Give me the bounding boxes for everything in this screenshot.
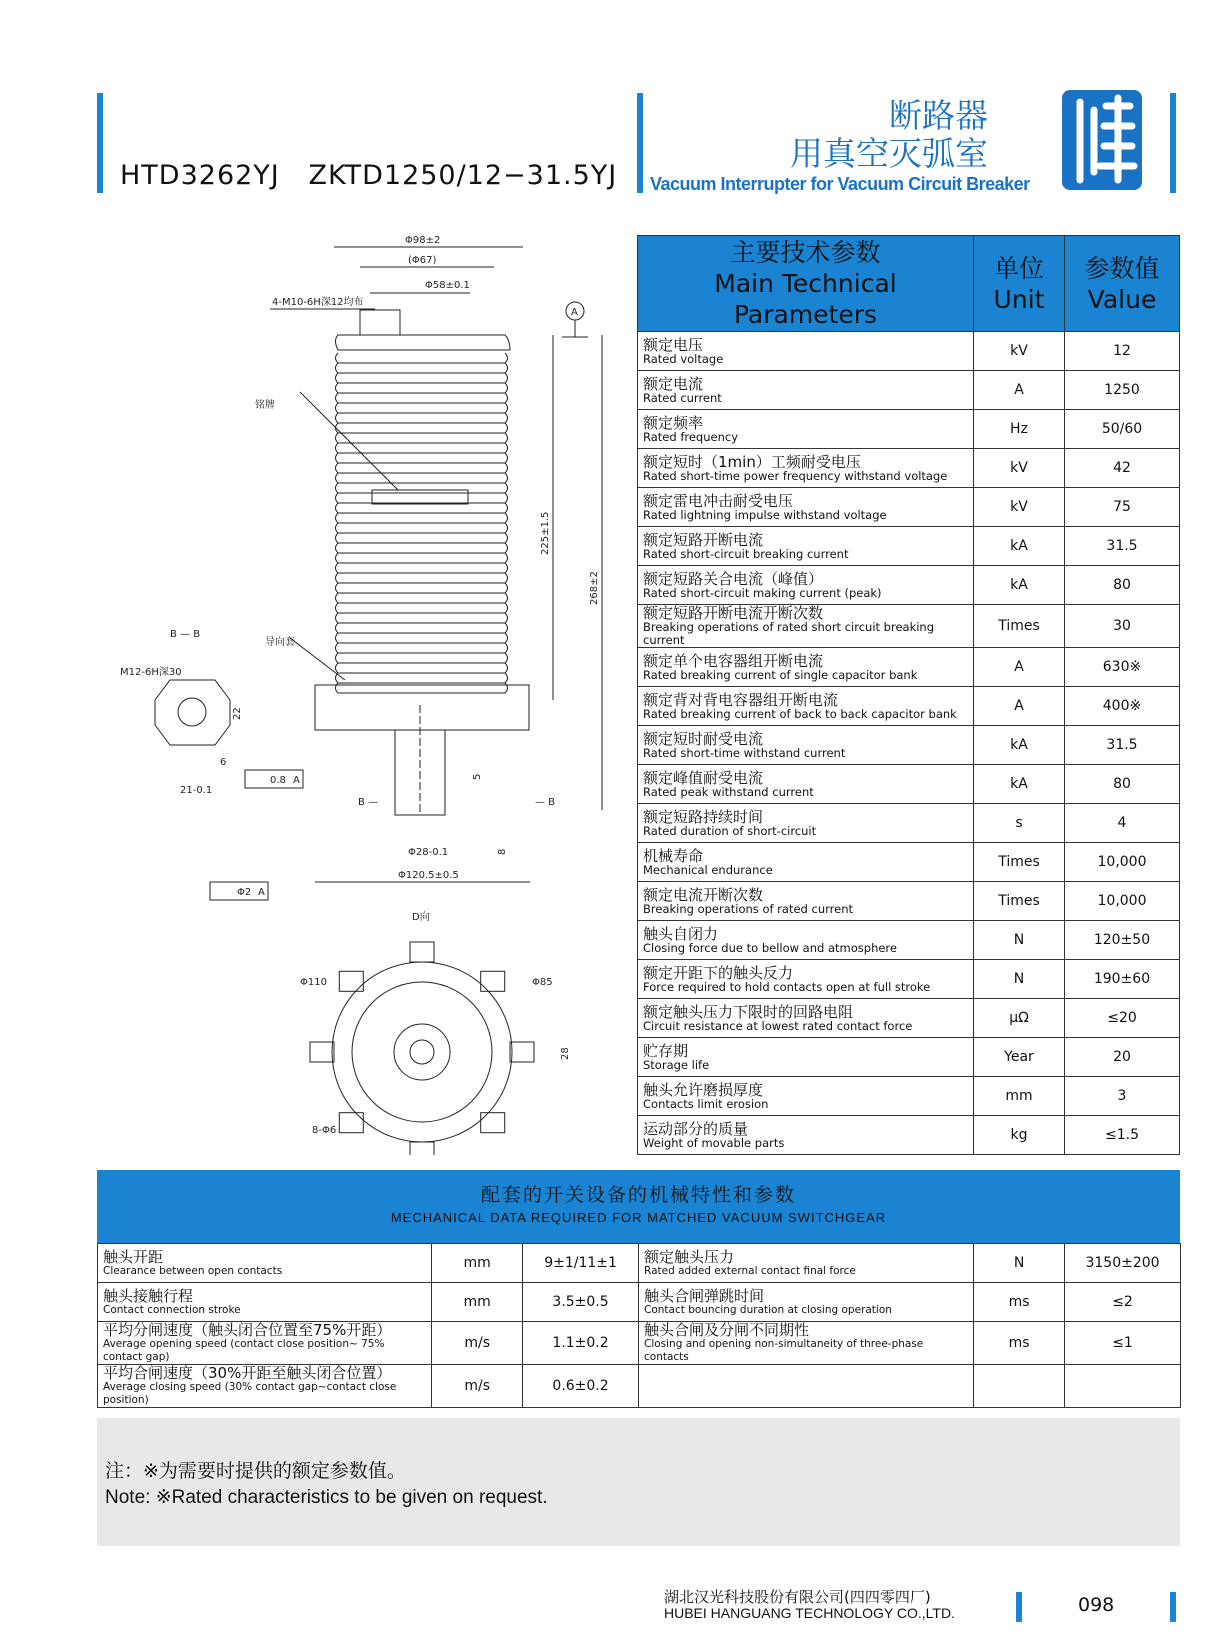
mech-right-name	[639, 1365, 974, 1408]
param-unit: kA	[974, 765, 1065, 804]
mech-right-unit: ms	[974, 1283, 1065, 1322]
param-row	[638, 449, 1180, 488]
technical-drawing	[0, 225, 630, 1155]
param-row	[638, 1077, 1180, 1116]
param-unit: Hz	[974, 410, 1065, 449]
parallel-ref: A	[293, 775, 300, 786]
param-row	[638, 804, 1180, 843]
mech-right-value	[1065, 1365, 1181, 1408]
param-value: 12	[1065, 332, 1180, 371]
bellow-rib	[336, 493, 508, 503]
mech-right-name: 触头合闸及分闸不同期性 Closing and opening non-simultaneity of three-phase contacts	[639, 1322, 974, 1365]
dim-d110: Φ110	[300, 977, 327, 988]
param-unit: kA	[974, 726, 1065, 765]
mounting-tab	[410, 942, 434, 962]
section-thread: M12-6H深30	[120, 667, 182, 678]
company-cn: 湖北汉光科技股份有限公司(四四零四厂)	[664, 1588, 931, 1606]
bellow-rib	[336, 643, 508, 653]
param-header-unit: 单位 Unit	[974, 236, 1065, 332]
mech-table-header	[97, 1170, 1180, 1243]
bellow-rib	[336, 403, 508, 413]
guide-label: 导向套	[265, 637, 295, 648]
param-name: 额定背对背电容器组开断电流 Rated breaking current of back to back capacitor bank	[638, 687, 974, 726]
bellow-rib	[336, 593, 508, 603]
param-unit: kV	[974, 449, 1065, 488]
param-name: 额定电流开断次数 Breaking operations of rated current	[638, 882, 974, 921]
mechanical-data-table	[97, 1243, 1181, 1408]
param-value: ≤1.5	[1065, 1116, 1180, 1155]
dim-d67: (Φ67)	[408, 255, 437, 266]
dim-22: 22	[232, 707, 243, 720]
note-box	[97, 1418, 1180, 1546]
dim-d120: Φ120.5±0.5	[398, 870, 459, 881]
holes-note: 8-Φ6	[312, 1125, 337, 1136]
title-en: Vacuum Interrupter for Vacuum Circuit Breaker	[650, 174, 1030, 194]
mech-left-unit: mm	[432, 1244, 523, 1283]
brand-logo	[1060, 88, 1144, 192]
param-name: 运动部分的质量 Weight of movable parts	[638, 1116, 974, 1155]
param-row	[638, 999, 1180, 1038]
param-unit: kA	[974, 566, 1065, 605]
param-name: 额定频率 Rated frequency	[638, 410, 974, 449]
param-unit: N	[974, 921, 1065, 960]
param-unit: s	[974, 804, 1065, 843]
param-row	[638, 371, 1180, 410]
param-unit: kg	[974, 1116, 1065, 1155]
param-row	[638, 960, 1180, 999]
param-name: 机械寿命 Mechanical endurance	[638, 843, 974, 882]
param-row	[638, 765, 1180, 804]
dim-d28: Φ28-0.1	[408, 847, 449, 858]
dim-d98: Φ98±2	[405, 235, 441, 246]
param-name: 贮存期 Storage life	[638, 1038, 974, 1077]
dim-21: 21-0.1	[180, 785, 213, 796]
mech-right-value: ≤2	[1065, 1283, 1181, 1322]
param-row	[638, 527, 1180, 566]
param-unit: Times	[974, 605, 1065, 648]
param-unit: A	[974, 371, 1065, 410]
param-value: 190±60	[1065, 960, 1180, 999]
mounting-tab	[410, 1142, 434, 1155]
bellow-rib	[336, 393, 508, 403]
title-cn-2: 用真空灭弧室	[790, 134, 988, 173]
param-unit: Times	[974, 882, 1065, 921]
mech-left-name: 触头接触行程 Contact connection stroke	[98, 1283, 432, 1322]
bellow-rib	[336, 583, 508, 593]
left-header-bar	[97, 93, 103, 193]
mech-row	[98, 1283, 1181, 1322]
bellow-rib	[336, 543, 508, 553]
mech-right-unit: N	[974, 1244, 1065, 1283]
mech-left-name: 平均合闸速度（30%开距至触头闭合位置） Average closing speed (30% contact gap~contact close position)	[98, 1365, 432, 1408]
param-name: 触头自闭力 Closing force due to bellow and atmosphere	[638, 921, 974, 960]
param-row	[638, 605, 1180, 648]
param-value: 31.5	[1065, 726, 1180, 765]
param-row	[638, 687, 1180, 726]
bellow-rib	[336, 653, 508, 663]
param-name: 额定雷电冲击耐受电压 Rated lightning impulse withstand voltage	[638, 488, 974, 527]
dim-d85: Φ85	[532, 977, 553, 988]
param-name: 额定短路持续时间 Rated duration of short-circuit	[638, 804, 974, 843]
mech-left-unit: m/s	[432, 1365, 523, 1408]
bellow-rib	[336, 673, 508, 683]
bellow-rib	[336, 363, 508, 373]
param-header-name: 主要技术参数 Main Technical Parameters	[638, 236, 974, 332]
bellow-rib	[336, 443, 508, 453]
bellow-rib	[336, 553, 508, 563]
bellow-rib	[336, 623, 508, 633]
bellow-rib	[336, 533, 508, 543]
footer-bar-right	[1170, 1592, 1176, 1622]
param-unit: μΩ	[974, 999, 1065, 1038]
param-row	[638, 843, 1180, 882]
param-header-value: 参数值 Value	[1065, 236, 1180, 332]
mech-left-unit: m/s	[432, 1322, 523, 1365]
bellow-rib	[336, 573, 508, 583]
param-unit: Times	[974, 843, 1065, 882]
param-unit: Year	[974, 1038, 1065, 1077]
mech-left-value: 9±1/11±1	[523, 1244, 639, 1283]
model-number: HTD3262YJ ZKTD1250/12−31.5YJ	[120, 160, 618, 191]
param-value: 80	[1065, 765, 1180, 804]
mid-header-bar	[637, 93, 643, 193]
param-value: 20	[1065, 1038, 1180, 1077]
param-name: 额定短路开断电流开断次数 Breaking operations of rated short circuit breaking current	[638, 605, 974, 648]
param-value: 1250	[1065, 371, 1180, 410]
right-header-bar	[1170, 93, 1176, 193]
param-value: 120±50	[1065, 921, 1180, 960]
bellow-rib	[336, 433, 508, 443]
param-row	[638, 882, 1180, 921]
mounting-tab	[339, 971, 363, 991]
param-unit: N	[974, 960, 1065, 999]
bellow-rib	[336, 633, 508, 643]
param-row	[638, 410, 1180, 449]
perp-tol: Φ2	[237, 887, 252, 898]
dim-h225: 225±1.5	[540, 511, 551, 555]
bellow-rib	[336, 423, 508, 433]
param-name: 额定短时（1min）工频耐受电压 Rated short-time power frequency withstand voltage	[638, 449, 974, 488]
mech-row	[98, 1322, 1181, 1365]
bellow-rib	[336, 603, 508, 613]
mech-right-unit	[974, 1365, 1065, 1408]
param-name: 额定短路关合电流（峰值） Rated short-circuit making current (peak)	[638, 566, 974, 605]
bellow-rib	[336, 523, 508, 533]
view-d: D向	[412, 912, 430, 923]
section-title: B — B	[170, 629, 201, 640]
param-name: 额定短时耐受电流 Rated short-time withstand current	[638, 726, 974, 765]
param-row	[638, 726, 1180, 765]
thread-note: 4-M10-6H深12均布	[272, 297, 364, 308]
bellow-rib	[336, 463, 508, 473]
param-value: 10,000	[1065, 882, 1180, 921]
param-row	[638, 1038, 1180, 1077]
param-unit: kV	[974, 332, 1065, 371]
bellow-rib	[336, 613, 508, 623]
title-cn-1: 断路器	[889, 96, 988, 135]
param-unit: mm	[974, 1077, 1065, 1116]
bellow-rib	[336, 473, 508, 483]
page-number: 098	[1078, 1594, 1115, 1616]
bellow-rib	[336, 453, 508, 463]
mech-left-unit: mm	[432, 1283, 523, 1322]
mech-title-en: MECHANICAL DATA REQUIRED FOR MATCHED VACUUM SWITCHGEAR	[390, 1210, 887, 1225]
param-unit: A	[974, 687, 1065, 726]
mounting-tab	[481, 1113, 505, 1133]
param-name: 额定触头压力下限时的回路电阻 Circuit resistance at lowest rated contact force	[638, 999, 974, 1038]
mech-right-value: ≤1	[1065, 1322, 1181, 1365]
param-name: 额定电流 Rated current	[638, 371, 974, 410]
mech-right-name: 触头合闸弹跳时间 Contact bouncing duration at closing operation	[639, 1283, 974, 1322]
bellow-rib	[336, 483, 508, 493]
param-value: 400※	[1065, 687, 1180, 726]
param-row	[638, 648, 1180, 687]
mech-row	[98, 1365, 1181, 1408]
mech-right-unit: ms	[974, 1322, 1065, 1365]
mech-title-cn: 配套的开关设备的机械特性和参数	[480, 1184, 796, 1206]
mounting-tab	[481, 971, 505, 991]
param-name: 额定短路开断电流 Rated short-circuit breaking current	[638, 527, 974, 566]
param-name: 额定单个电容器组开断电流 Rated breaking current of single capacitor bank	[638, 648, 974, 687]
datum-a: A	[571, 307, 578, 318]
param-value: 630※	[1065, 648, 1180, 687]
param-value: 30	[1065, 605, 1180, 648]
mech-left-value: 0.6±0.2	[523, 1365, 639, 1408]
mech-right-value: 3150±200	[1065, 1244, 1181, 1283]
b-right: — B	[535, 797, 556, 808]
bellow-rib	[336, 663, 508, 673]
dim-8: 8	[497, 848, 508, 855]
bellow-rib	[336, 513, 508, 523]
note-cn: 注：※为需要时提供的额定参数值。	[105, 1460, 406, 1482]
param-value: 42	[1065, 449, 1180, 488]
main-parameters-table	[637, 235, 1180, 1155]
param-name: 额定峰值耐受电流 Rated peak withstand current	[638, 765, 974, 804]
nameplate-label: 铭牌	[255, 400, 275, 411]
param-name: 触头允许磨损厚度 Contacts limit erosion	[638, 1077, 974, 1116]
mounting-tab	[339, 1113, 363, 1133]
param-value: 3	[1065, 1077, 1180, 1116]
b-left: B —	[358, 797, 379, 808]
param-row	[638, 488, 1180, 527]
bellow-rib	[336, 373, 508, 383]
footer-bar-left	[1016, 1592, 1022, 1622]
bellow-rib	[336, 353, 508, 363]
bellow-rib	[336, 383, 508, 393]
param-value: 10,000	[1065, 843, 1180, 882]
parallel-tol: 0.8	[270, 775, 286, 786]
dim-6: 6	[220, 757, 227, 768]
dim-d58: Φ58±0.1	[425, 280, 470, 291]
dim-28: 28	[560, 1047, 571, 1060]
param-row	[638, 921, 1180, 960]
mech-left-value: 3.5±0.5	[523, 1283, 639, 1322]
param-unit: A	[974, 648, 1065, 687]
dim-5: 5	[472, 773, 483, 780]
company-en: HUBEI HANGUANG TECHNOLOGY CO.,LTD.	[664, 1605, 955, 1621]
param-unit: kA	[974, 527, 1065, 566]
param-row	[638, 566, 1180, 605]
param-value: 31.5	[1065, 527, 1180, 566]
bellow-rib	[336, 563, 508, 573]
param-unit: kV	[974, 488, 1065, 527]
mech-left-name: 平均分闸速度（触头闭合位置至75%开距） Average opening speed (contact close position~ 75% contact gap)	[98, 1322, 432, 1365]
param-row	[638, 1116, 1180, 1155]
param-row	[638, 332, 1180, 371]
perp-ref: A	[258, 887, 265, 898]
param-value: ≤20	[1065, 999, 1180, 1038]
mech-row	[98, 1244, 1181, 1283]
param-name: 额定开距下的触头反力 Force required to hold contacts open at full stroke	[638, 960, 974, 999]
mounting-tab	[510, 1042, 534, 1062]
param-value: 75	[1065, 488, 1180, 527]
param-value: 50/60	[1065, 410, 1180, 449]
param-value: 80	[1065, 566, 1180, 605]
mech-right-name: 额定触头压力 Rated added external contact final force	[639, 1244, 974, 1283]
note-en: Note: ※Rated characteristics to be given on request.	[105, 1487, 548, 1508]
param-name: 额定电压 Rated voltage	[638, 332, 974, 371]
mech-left-name: 触头开距 Clearance between open contacts	[98, 1244, 432, 1283]
mounting-tab	[310, 1042, 334, 1062]
dim-h268: 268±2	[589, 571, 600, 605]
param-value: 4	[1065, 804, 1180, 843]
mech-left-value: 1.1±0.2	[523, 1322, 639, 1365]
bellow-rib	[336, 413, 508, 423]
